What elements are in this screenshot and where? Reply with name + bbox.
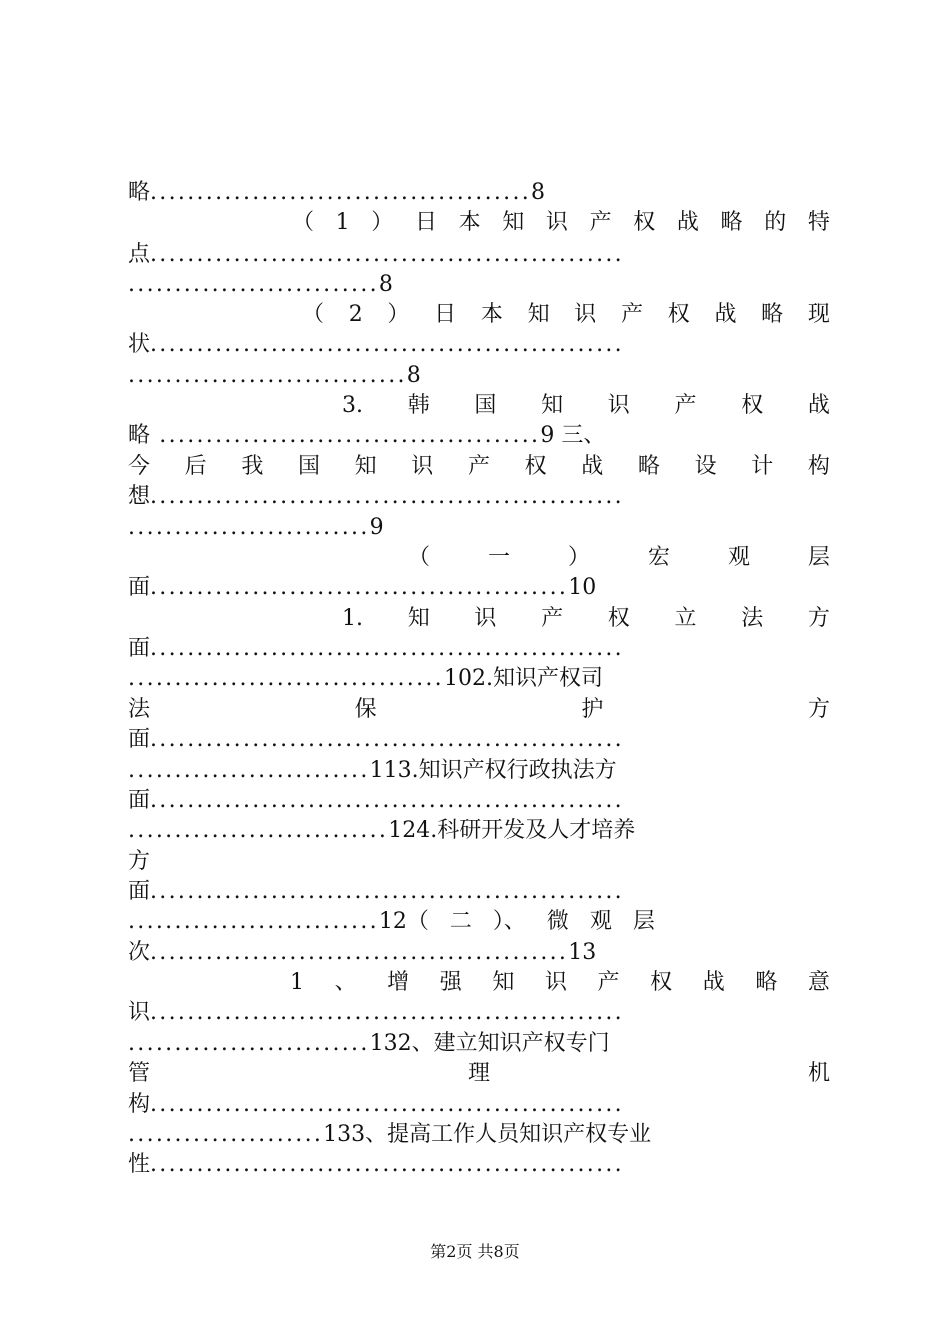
toc-line <box>128 1059 830 1089</box>
toc-text: 构 <box>128 1092 151 1117</box>
page-footer: 第2页 共8页 <box>430 1242 520 1261</box>
toc-char: ） <box>371 210 394 235</box>
toc-char: 知 <box>541 393 564 418</box>
toc-char: 法 <box>128 697 151 722</box>
toc-line <box>128 756 830 786</box>
toc-page-number: 113.知识产权行政执法方 <box>369 758 617 783</box>
toc-char: 我 <box>241 454 264 479</box>
toc-line <box>128 330 830 360</box>
toc-page-number: 133、提高工作人员知识产权专业 <box>323 1122 652 1147</box>
toc-line <box>128 634 830 664</box>
toc-text: 略 <box>128 180 151 205</box>
toc-text: 识 <box>128 1000 151 1025</box>
toc-line <box>128 1029 830 1059</box>
toc-char: 略 <box>755 970 778 995</box>
toc-char: 战 <box>807 393 830 418</box>
toc-char: 观 <box>727 545 750 570</box>
toc-char: 产 <box>674 393 697 418</box>
toc-page-number: 9 <box>369 515 384 540</box>
toc-char: 知 <box>527 302 550 327</box>
toc-leader-dots: ................................................... <box>150 788 624 813</box>
toc-leader-dots: ................................................... <box>150 879 624 904</box>
toc-char: 权 <box>633 210 656 235</box>
toc-leader-dots: ............................ <box>128 818 389 843</box>
toc-char: 3. <box>342 393 363 418</box>
toc-char: 后 <box>184 454 207 479</box>
toc-char: 权 <box>607 606 630 631</box>
toc-leader-dots: ................................................... <box>150 1000 624 1025</box>
toc-char: 、 <box>334 970 357 995</box>
toc-leader-dots: ................................................... <box>150 1152 624 1177</box>
toc-char: 意 <box>807 970 830 995</box>
toc-leader-dots: ........................... <box>128 909 379 934</box>
toc-leader-dots: .............................. <box>128 363 407 388</box>
toc-char: 国 <box>474 393 497 418</box>
toc-page-number: 8 <box>406 363 421 388</box>
toc-char: ） <box>387 302 410 327</box>
toc-char: 的 <box>764 210 787 235</box>
toc-char: 知 <box>407 606 430 631</box>
toc-char: 产 <box>589 210 612 235</box>
toc-line <box>128 270 830 300</box>
toc-text: 状 <box>128 332 151 357</box>
toc-char: （ <box>302 302 325 327</box>
toc-char: 本 <box>480 302 503 327</box>
toc-char: 管 <box>128 1061 151 1086</box>
toc-char: 日 <box>414 210 437 235</box>
toc-char: 强 <box>439 970 462 995</box>
toc-page-number: 102.知识产权司 <box>443 666 603 691</box>
toc-line <box>128 938 830 968</box>
toc-leader-dots: ......................................... <box>150 180 532 205</box>
toc-line <box>292 208 830 238</box>
toc-text: 面 <box>128 575 151 600</box>
toc-line <box>128 907 830 937</box>
toc-page-number: 12（ 二 ）、 微 观 层 <box>378 909 655 934</box>
toc-text: 面 <box>128 788 151 813</box>
toc-text: 点 <box>128 242 151 267</box>
toc-char: 增 <box>387 970 410 995</box>
toc-line <box>302 300 830 330</box>
toc-text: 面 <box>128 727 151 752</box>
toc-char: 知 <box>492 970 515 995</box>
toc-line <box>342 391 830 421</box>
toc-leader-dots: ........................... <box>128 272 379 297</box>
toc-char: 识 <box>574 302 597 327</box>
toc-char: 知 <box>502 210 525 235</box>
toc-char: 权 <box>741 393 764 418</box>
toc-char: 2 <box>348 302 363 327</box>
toc-char: 计 <box>751 454 774 479</box>
toc-line <box>128 877 830 907</box>
toc-line <box>128 178 830 208</box>
toc-line <box>128 847 830 877</box>
toc-leader-dots: ............................................. <box>150 575 569 600</box>
toc-char: 本 <box>458 210 481 235</box>
toc-text: 次 <box>128 940 151 965</box>
toc-text: 面 <box>128 879 151 904</box>
toc-char: 日 <box>434 302 457 327</box>
toc-char: （ <box>408 545 431 570</box>
toc-char: 略 <box>720 210 743 235</box>
toc-leader-dots: ................................................... <box>150 636 624 661</box>
toc-char: 产 <box>597 970 620 995</box>
toc-char: 现 <box>807 302 830 327</box>
toc-char: 权 <box>650 970 673 995</box>
toc-char: 识 <box>607 393 630 418</box>
toc-char: 一 <box>487 545 510 570</box>
toc-page-number: 10 <box>568 575 597 600</box>
toc-line <box>342 604 830 634</box>
toc-char: 构 <box>807 454 830 479</box>
toc-leader-dots: ............................................. <box>150 940 569 965</box>
toc-char: 立 <box>674 606 697 631</box>
toc-char: 权 <box>524 454 547 479</box>
toc-page-number: 13 <box>568 940 597 965</box>
toc-leader-dots: ................................................... <box>150 242 624 267</box>
toc-char: 权 <box>667 302 690 327</box>
toc-char: 护 <box>581 697 604 722</box>
toc-char: 产 <box>541 606 564 631</box>
toc-line <box>128 998 830 1028</box>
toc-leader-dots: ..................... <box>128 1122 324 1147</box>
toc-line <box>128 513 830 543</box>
toc-char: （ <box>292 210 315 235</box>
toc-char: 层 <box>807 545 830 570</box>
toc-line <box>128 421 830 451</box>
toc-char: 方 <box>807 606 830 631</box>
toc-char: 战 <box>714 302 737 327</box>
toc-char: 识 <box>474 606 497 631</box>
toc-char: 理 <box>467 1061 490 1086</box>
toc-char: 方 <box>807 697 830 722</box>
toc-char: 略 <box>761 302 784 327</box>
toc-line <box>128 786 830 816</box>
toc-char: 战 <box>581 454 604 479</box>
toc-line <box>128 695 830 725</box>
toc-line <box>128 1090 830 1120</box>
toc-line <box>128 664 830 694</box>
toc-char: 保 <box>354 697 377 722</box>
toc-char: 特 <box>807 210 830 235</box>
toc-leader-dots: .......................... <box>128 1031 370 1056</box>
toc-char: 产 <box>621 302 644 327</box>
toc-leader-dots: ................................................... <box>150 484 624 509</box>
toc-char: 1. <box>342 606 363 631</box>
toc-leader-dots: ................................................... <box>150 1092 624 1117</box>
toc-char: 产 <box>467 454 490 479</box>
toc-line <box>128 573 830 603</box>
toc-char: 略 <box>637 454 660 479</box>
toc-page-number: 9 三、 <box>540 423 606 448</box>
toc-line <box>128 452 830 482</box>
toc-line <box>408 543 830 573</box>
toc-line <box>128 725 830 755</box>
toc-leader-dots: .......................... <box>128 758 370 783</box>
toc-char: 识 <box>544 970 567 995</box>
toc-char: 1 <box>335 210 350 235</box>
toc-char: 设 <box>694 454 717 479</box>
toc-line <box>128 361 830 391</box>
toc-page-number: 8 <box>531 180 546 205</box>
toc-leader-dots: .................................. <box>128 666 444 691</box>
toc-text: 方 <box>128 849 151 874</box>
toc-page-number: 132、建立知识产权专门 <box>369 1031 610 1056</box>
toc-line <box>290 968 830 998</box>
toc-line <box>128 1150 830 1180</box>
toc-char: 机 <box>807 1061 830 1086</box>
toc-leader-dots: ................................................... <box>150 332 624 357</box>
toc-text: 略 <box>128 423 151 448</box>
toc-char: 今 <box>128 454 151 479</box>
toc-leader-dots: .......................... <box>128 515 370 540</box>
toc-char: 1 <box>290 970 304 995</box>
toc-leader-dots: ......................................... <box>150 423 541 448</box>
toc-text: 想 <box>128 484 151 509</box>
toc-char: 识 <box>411 454 434 479</box>
toc-page-number: 8 <box>378 272 393 297</box>
toc-char: 战 <box>676 210 699 235</box>
toc-text: 面 <box>128 636 151 661</box>
toc-line <box>128 482 830 512</box>
toc-char: 识 <box>545 210 568 235</box>
toc-line <box>128 240 830 270</box>
toc-char: 战 <box>702 970 725 995</box>
toc-char: 宏 <box>647 545 670 570</box>
toc-text: 性 <box>128 1152 151 1177</box>
toc-line <box>128 1120 830 1150</box>
toc-char: ） <box>567 545 590 570</box>
toc-char: 国 <box>297 454 320 479</box>
toc-leader-dots: ................................................... <box>150 727 624 752</box>
toc-line <box>128 816 830 846</box>
toc-char: 法 <box>741 606 764 631</box>
toc-char: 知 <box>354 454 377 479</box>
toc-page-number: 124.科研开发及人才培养 <box>388 818 636 843</box>
toc-char: 韩 <box>407 393 430 418</box>
